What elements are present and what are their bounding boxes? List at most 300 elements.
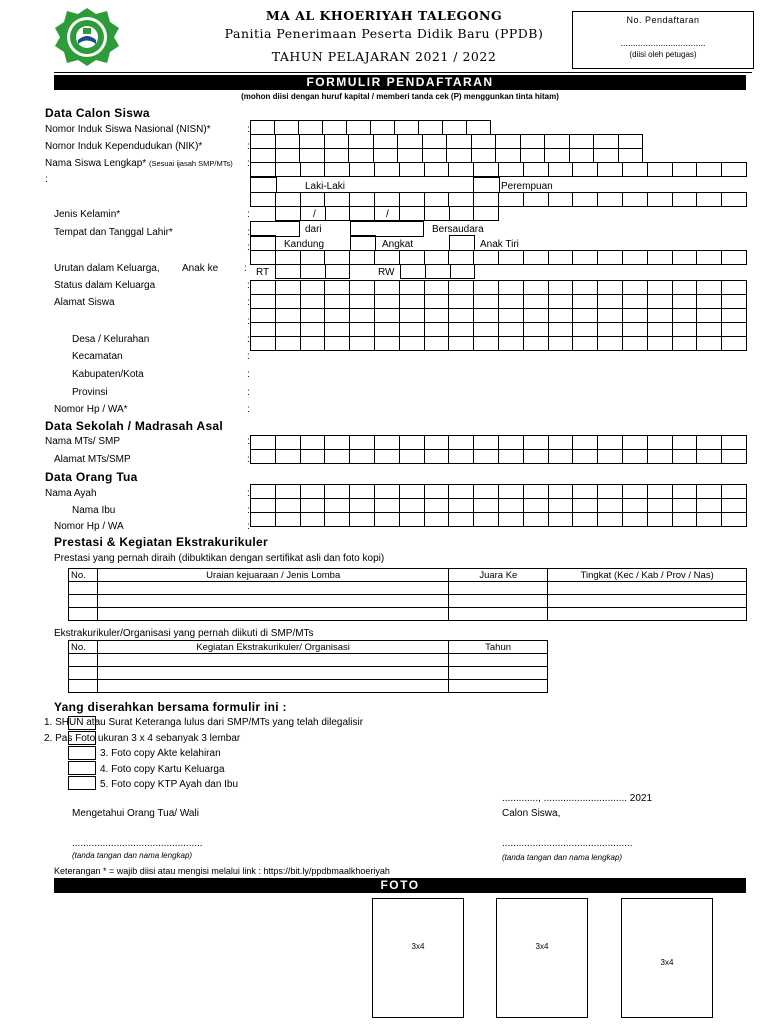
table-cell[interactable] (97, 582, 448, 595)
table-cell[interactable] (548, 582, 747, 595)
input-cell[interactable] (398, 149, 423, 163)
input-cell[interactable] (301, 295, 326, 309)
input-cell[interactable] (276, 163, 301, 177)
input-cell[interactable] (474, 207, 499, 221)
input-cell[interactable] (374, 149, 399, 163)
input-cell[interactable] (524, 436, 549, 450)
input-cell[interactable] (375, 281, 400, 295)
input-cell[interactable] (251, 436, 276, 450)
input-cell[interactable] (549, 337, 574, 351)
input-cell[interactable] (325, 251, 350, 265)
input-cell[interactable] (350, 513, 375, 527)
input-cell[interactable] (648, 513, 673, 527)
input-cell[interactable] (673, 450, 698, 464)
input-cell[interactable] (573, 436, 598, 450)
input-cell[interactable] (251, 193, 276, 207)
input-cell[interactable] (350, 485, 375, 499)
input-cell[interactable] (400, 207, 425, 221)
input-cell[interactable] (499, 295, 524, 309)
input-cell[interactable] (524, 323, 549, 337)
table-cell[interactable] (97, 680, 448, 693)
input-cell[interactable] (301, 499, 326, 513)
input-cell[interactable] (697, 337, 722, 351)
input-cell[interactable] (326, 265, 351, 279)
input-cell[interactable] (375, 450, 400, 464)
input-cell[interactable] (722, 309, 747, 323)
table-row[interactable] (69, 654, 548, 667)
input-cell[interactable] (474, 193, 499, 207)
input-cell[interactable] (549, 436, 574, 450)
input-cell[interactable] (549, 281, 574, 295)
input-cell[interactable] (524, 193, 549, 207)
input-cell[interactable] (496, 135, 521, 149)
input-cell[interactable] (425, 163, 450, 177)
table-cell[interactable] (97, 608, 448, 621)
input-cell[interactable] (400, 281, 425, 295)
input-cell[interactable] (251, 309, 276, 323)
input-cell[interactable] (573, 193, 598, 207)
input-cell[interactable] (697, 436, 722, 450)
input-cell[interactable] (449, 295, 474, 309)
input-cell[interactable] (449, 513, 474, 527)
input-cell[interactable] (251, 163, 276, 177)
input-cell[interactable] (697, 485, 722, 499)
input-cell[interactable] (722, 251, 747, 265)
input-cell[interactable] (276, 295, 301, 309)
input-cell[interactable] (275, 121, 299, 135)
input-cell[interactable] (623, 295, 648, 309)
input-cell[interactable] (598, 513, 623, 527)
input-cell[interactable] (549, 485, 574, 499)
input-cell[interactable] (425, 337, 450, 351)
table-row[interactable] (69, 595, 747, 608)
input-cell[interactable] (301, 450, 326, 464)
input-cell[interactable] (276, 193, 301, 207)
input-cell[interactable] (722, 337, 747, 351)
input-cell[interactable] (400, 163, 425, 177)
input-cell[interactable] (447, 135, 472, 149)
tiri-checkbox[interactable] (449, 235, 475, 251)
input-cell[interactable] (276, 436, 301, 450)
input-cell[interactable] (449, 163, 474, 177)
input-cell[interactable] (673, 295, 698, 309)
input-cell[interactable] (722, 163, 747, 177)
input-cell[interactable] (474, 499, 499, 513)
input-cell[interactable] (623, 323, 648, 337)
input-cell[interactable] (499, 513, 524, 527)
birthplace-grid[interactable] (250, 192, 747, 207)
input-cell[interactable] (325, 450, 350, 464)
input-cell[interactable] (251, 323, 276, 337)
input-cell[interactable] (474, 485, 499, 499)
input-cell[interactable] (301, 485, 326, 499)
input-cell[interactable] (499, 281, 524, 295)
input-cell[interactable] (619, 149, 644, 163)
input-cell[interactable] (350, 193, 375, 207)
address-line-grid[interactable] (250, 250, 747, 265)
input-cell[interactable] (325, 499, 350, 513)
input-cell[interactable] (521, 149, 546, 163)
input-cell[interactable] (524, 513, 549, 527)
input-cell[interactable] (598, 309, 623, 323)
input-cell[interactable] (697, 450, 722, 464)
input-cell[interactable] (443, 121, 467, 135)
input-cell[interactable] (697, 281, 722, 295)
input-cell[interactable] (598, 323, 623, 337)
input-cell[interactable] (301, 309, 326, 323)
input-cell[interactable] (350, 436, 375, 450)
input-cell[interactable] (276, 207, 301, 221)
input-cell[interactable] (499, 436, 524, 450)
input-cell[interactable] (251, 121, 275, 135)
input-cell[interactable] (524, 499, 549, 513)
input-cell[interactable] (472, 149, 497, 163)
input-cell[interactable] (425, 323, 450, 337)
input-cell[interactable] (375, 309, 400, 323)
input-cell[interactable] (619, 135, 644, 149)
input-cell[interactable] (276, 149, 301, 163)
input-cell[interactable] (467, 121, 491, 135)
input-cell[interactable] (499, 337, 524, 351)
table-row[interactable] (69, 608, 747, 621)
input-cell[interactable] (301, 513, 326, 527)
input-cell[interactable] (673, 163, 698, 177)
table-cell[interactable] (449, 608, 548, 621)
input-cell[interactable] (449, 281, 474, 295)
input-cell[interactable] (697, 251, 722, 265)
input-cell[interactable] (301, 337, 326, 351)
input-cell[interactable] (375, 295, 400, 309)
table-cell[interactable] (69, 582, 98, 595)
input-cell[interactable] (398, 135, 423, 149)
input-cell[interactable] (375, 513, 400, 527)
table-cell[interactable] (548, 608, 747, 621)
input-cell[interactable] (449, 485, 474, 499)
input-cell[interactable] (474, 281, 499, 295)
input-cell[interactable] (401, 265, 426, 279)
input-cell[interactable] (524, 295, 549, 309)
input-cell[interactable] (673, 513, 698, 527)
input-cell[interactable] (276, 450, 301, 464)
input-cell[interactable] (425, 309, 450, 323)
input-cell[interactable] (450, 207, 475, 221)
input-cell[interactable] (474, 513, 499, 527)
input-cell[interactable] (323, 121, 347, 135)
parent-grid[interactable] (250, 484, 747, 527)
input-cell[interactable] (697, 513, 722, 527)
input-cell[interactable] (524, 485, 549, 499)
input-cell[interactable] (375, 251, 400, 265)
input-cell[interactable] (375, 163, 400, 177)
input-cell[interactable] (325, 135, 350, 149)
input-cell[interactable] (426, 265, 451, 279)
input-cell[interactable] (573, 323, 598, 337)
input-cell[interactable] (350, 309, 375, 323)
input-cell[interactable] (573, 337, 598, 351)
input-cell[interactable] (623, 309, 648, 323)
input-cell[interactable] (449, 193, 474, 207)
input-cell[interactable] (521, 135, 546, 149)
input-cell[interactable] (549, 309, 574, 323)
input-cell[interactable] (425, 193, 450, 207)
input-cell[interactable] (276, 251, 301, 265)
input-cell[interactable] (251, 281, 276, 295)
input-cell[interactable] (375, 485, 400, 499)
input-cell[interactable] (350, 499, 375, 513)
input-cell[interactable] (474, 309, 499, 323)
input-cell[interactable] (325, 485, 350, 499)
input-cell[interactable] (549, 163, 574, 177)
input-cell[interactable] (276, 281, 301, 295)
input-cell[interactable] (549, 513, 574, 527)
table-row[interactable] (69, 667, 548, 680)
input-cell[interactable] (400, 323, 425, 337)
input-cell[interactable] (374, 135, 399, 149)
input-cell[interactable] (474, 251, 499, 265)
input-cell[interactable] (301, 163, 326, 177)
input-cell[interactable] (570, 135, 595, 149)
input-cell[interactable] (276, 265, 301, 279)
input-cell[interactable] (722, 450, 747, 464)
input-cell[interactable] (623, 163, 648, 177)
input-cell[interactable] (673, 193, 698, 207)
input-cell[interactable] (251, 450, 276, 464)
input-cell[interactable] (623, 251, 648, 265)
table-cell[interactable] (449, 654, 548, 667)
input-cell[interactable] (623, 485, 648, 499)
input-cell[interactable] (325, 513, 350, 527)
input-cell[interactable] (474, 337, 499, 351)
rw-grid[interactable] (400, 264, 475, 279)
input-cell[interactable] (623, 450, 648, 464)
input-cell[interactable] (697, 323, 722, 337)
input-cell[interactable] (276, 485, 301, 499)
input-cell[interactable] (325, 323, 350, 337)
address-area-grid[interactable] (250, 280, 747, 351)
input-cell[interactable] (722, 323, 747, 337)
input-cell[interactable] (301, 193, 326, 207)
input-cell[interactable] (549, 295, 574, 309)
input-cell[interactable] (623, 337, 648, 351)
input-cell[interactable] (524, 450, 549, 464)
input-cell[interactable] (425, 485, 450, 499)
input-cell[interactable] (474, 436, 499, 450)
input-cell[interactable] (423, 149, 448, 163)
input-cell[interactable] (251, 295, 276, 309)
input-cell[interactable] (524, 337, 549, 351)
input-cell[interactable] (722, 499, 747, 513)
input-cell[interactable] (449, 251, 474, 265)
input-cell[interactable] (276, 309, 301, 323)
table-row[interactable] (69, 582, 747, 595)
input-cell[interactable] (325, 436, 350, 450)
input-cell[interactable] (623, 513, 648, 527)
input-cell[interactable] (570, 149, 595, 163)
input-cell[interactable] (648, 485, 673, 499)
input-cell[interactable] (598, 281, 623, 295)
input-cell[interactable] (697, 163, 722, 177)
male-checkbox[interactable] (250, 177, 277, 193)
input-cell[interactable] (594, 135, 619, 149)
input-cell[interactable] (697, 309, 722, 323)
input-cell[interactable] (301, 323, 326, 337)
input-cell[interactable] (325, 337, 350, 351)
female-checkbox[interactable] (473, 177, 500, 193)
input-cell[interactable] (573, 281, 598, 295)
input-cell[interactable] (573, 309, 598, 323)
input-cell[interactable] (499, 323, 524, 337)
input-cell[interactable] (451, 265, 476, 279)
input-cell[interactable] (423, 135, 448, 149)
input-cell[interactable] (673, 499, 698, 513)
input-cell[interactable] (300, 149, 325, 163)
input-cell[interactable] (722, 436, 747, 450)
input-cell[interactable] (349, 135, 374, 149)
table-cell[interactable] (449, 667, 548, 680)
input-cell[interactable] (648, 337, 673, 351)
input-cell[interactable] (648, 450, 673, 464)
input-cell[interactable] (524, 281, 549, 295)
input-cell[interactable] (524, 251, 549, 265)
input-cell[interactable] (425, 295, 450, 309)
input-cell[interactable] (251, 337, 276, 351)
input-cell[interactable] (673, 323, 698, 337)
input-cell[interactable] (499, 251, 524, 265)
input-cell[interactable] (573, 485, 598, 499)
input-cell[interactable] (499, 309, 524, 323)
input-cell[interactable] (722, 485, 747, 499)
input-cell[interactable] (573, 499, 598, 513)
input-cell[interactable] (722, 513, 747, 527)
input-cell[interactable] (375, 337, 400, 351)
input-cell[interactable] (301, 265, 326, 279)
input-cell[interactable] (251, 135, 276, 149)
input-cell[interactable] (350, 323, 375, 337)
input-cell[interactable] (474, 323, 499, 337)
input-cell[interactable] (276, 323, 301, 337)
input-cell[interactable] (325, 295, 350, 309)
input-cell[interactable] (325, 149, 350, 163)
input-cell[interactable] (697, 193, 722, 207)
input-cell[interactable] (722, 295, 747, 309)
input-cell[interactable] (400, 337, 425, 351)
input-cell[interactable] (349, 149, 374, 163)
input-cell[interactable] (350, 337, 375, 351)
input-cell[interactable] (400, 499, 425, 513)
input-cell[interactable] (425, 499, 450, 513)
input-cell[interactable] (251, 499, 276, 513)
input-cell[interactable] (350, 207, 375, 221)
table-cell[interactable] (449, 595, 548, 608)
input-cell[interactable] (375, 193, 400, 207)
input-cell[interactable] (449, 499, 474, 513)
input-cell[interactable] (419, 121, 443, 135)
input-cell[interactable] (449, 450, 474, 464)
input-cell[interactable] (347, 121, 371, 135)
input-cell[interactable] (276, 135, 301, 149)
input-cell[interactable] (673, 436, 698, 450)
input-cell[interactable] (594, 149, 619, 163)
input-cell[interactable] (573, 295, 598, 309)
input-cell[interactable] (598, 295, 623, 309)
input-cell[interactable] (598, 485, 623, 499)
attachment-checkbox-5[interactable] (68, 776, 96, 790)
input-cell[interactable] (545, 135, 570, 149)
attachment-checkbox-3[interactable] (68, 746, 96, 760)
table-cell[interactable] (449, 680, 548, 693)
input-cell[interactable] (499, 485, 524, 499)
input-cell[interactable] (425, 281, 450, 295)
input-cell[interactable] (648, 163, 673, 177)
input-cell[interactable] (449, 309, 474, 323)
input-cell[interactable] (350, 295, 375, 309)
input-cell[interactable] (449, 436, 474, 450)
input-cell[interactable] (623, 281, 648, 295)
input-cell[interactable] (549, 450, 574, 464)
input-cell[interactable] (474, 450, 499, 464)
input-cell[interactable] (375, 499, 400, 513)
input-cell[interactable] (623, 193, 648, 207)
input-cell[interactable] (449, 337, 474, 351)
input-cell[interactable] (447, 149, 472, 163)
input-cell[interactable] (425, 436, 450, 450)
input-cell[interactable] (573, 163, 598, 177)
input-cell[interactable] (573, 450, 598, 464)
input-cell[interactable] (301, 436, 326, 450)
input-cell[interactable] (673, 309, 698, 323)
table-cell[interactable] (97, 654, 448, 667)
input-cell[interactable] (673, 281, 698, 295)
input-cell[interactable] (697, 499, 722, 513)
input-cell[interactable] (648, 193, 673, 207)
input-cell[interactable] (623, 436, 648, 450)
input-cell[interactable] (648, 251, 673, 265)
input-cell[interactable] (549, 499, 574, 513)
input-cell[interactable] (598, 251, 623, 265)
rt-grid[interactable] (275, 264, 350, 279)
table-row[interactable] (69, 680, 548, 693)
input-cell[interactable] (251, 149, 276, 163)
input-cell[interactable] (524, 309, 549, 323)
input-cell[interactable] (375, 436, 400, 450)
input-cell[interactable] (648, 436, 673, 450)
input-cell[interactable] (499, 450, 524, 464)
input-cell[interactable] (449, 323, 474, 337)
attachment-checkbox-4[interactable] (68, 761, 96, 775)
input-cell[interactable] (350, 251, 375, 265)
input-cell[interactable] (325, 163, 350, 177)
table-cell[interactable] (449, 582, 548, 595)
input-cell[interactable] (673, 337, 698, 351)
input-cell[interactable] (573, 251, 598, 265)
input-cell[interactable] (400, 485, 425, 499)
input-cell[interactable] (371, 121, 395, 135)
table-cell[interactable] (69, 680, 98, 693)
nik-input-grid[interactable] (250, 134, 643, 163)
input-cell[interactable] (648, 281, 673, 295)
input-cell[interactable] (673, 485, 698, 499)
input-cell[interactable] (545, 149, 570, 163)
input-cell[interactable] (598, 337, 623, 351)
input-cell[interactable] (499, 193, 524, 207)
input-cell[interactable] (499, 499, 524, 513)
input-cell[interactable] (648, 295, 673, 309)
input-cell[interactable] (499, 163, 524, 177)
input-cell[interactable] (573, 513, 598, 527)
input-cell[interactable] (598, 193, 623, 207)
table-cell[interactable] (69, 608, 98, 621)
input-cell[interactable] (251, 513, 276, 527)
